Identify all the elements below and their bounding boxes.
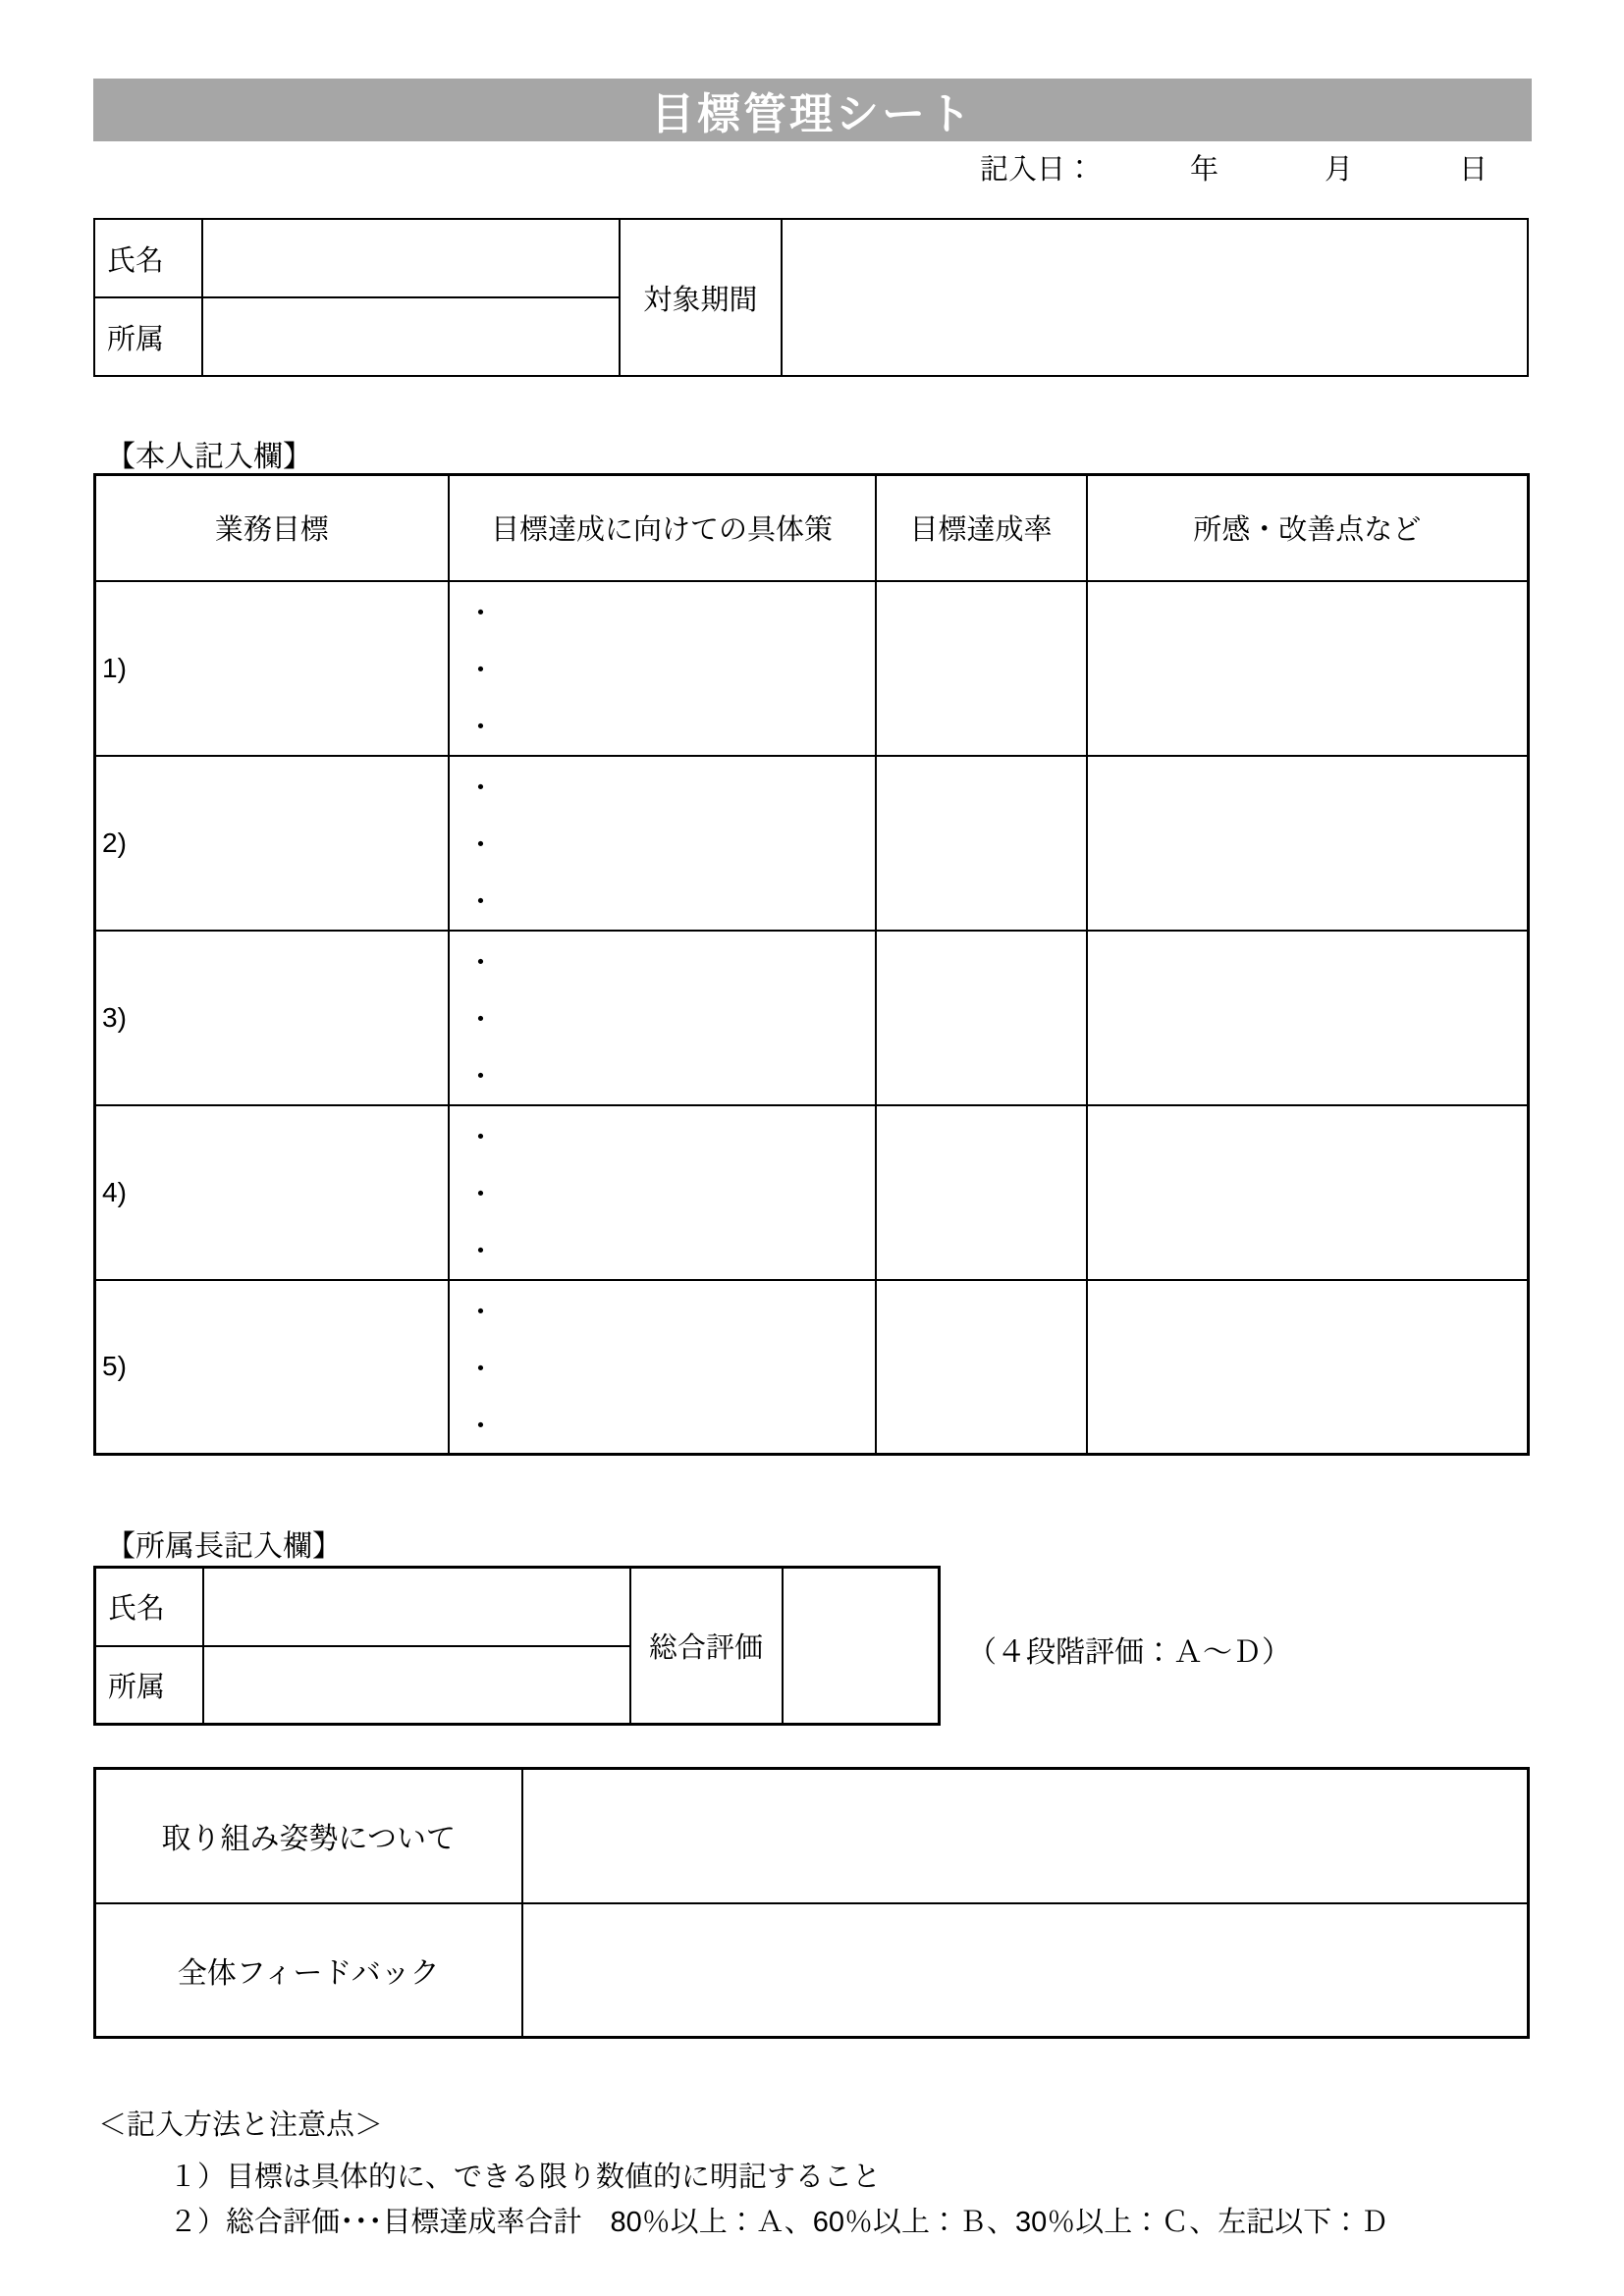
date-line — [93, 147, 1488, 187]
goal-row — [95, 931, 1529, 1105]
bullet-icon: ・ — [466, 1003, 495, 1035]
comments-cell[interactable] — [1087, 1105, 1529, 1280]
goal-number: 4) — [102, 1176, 127, 1207]
name-input-cell[interactable] — [202, 219, 620, 297]
goal-row — [95, 756, 1529, 931]
date-label: 記入日： — [979, 154, 1094, 186]
date-unit-year: 年 — [1189, 154, 1218, 186]
overall-feedback-label: 全体フィードバック — [95, 1903, 522, 2038]
attitude-input-cell[interactable] — [522, 1769, 1529, 1903]
date-unit-month: 月 — [1324, 154, 1353, 186]
overall-feedback-input-cell[interactable] — [522, 1903, 1529, 2038]
bullet-icon: ・ — [466, 1121, 495, 1152]
affiliation-input-cell[interactable] — [202, 297, 620, 376]
feedback-row — [95, 1769, 1529, 1903]
goal-number: 3) — [102, 1001, 127, 1033]
notes-section — [98, 2103, 1388, 2245]
bullet-list — [450, 757, 875, 926]
evaluation-scale-note: （４段階評価：Ａ～Ｄ） — [967, 1636, 1291, 1669]
bullet-icon: ・ — [466, 946, 495, 978]
feedback-table — [93, 1767, 1530, 2039]
goals-header-row — [95, 475, 1529, 581]
goals-header-measures: 目標達成に向けての具体策 — [449, 475, 876, 581]
notes-item: １）目標は具体的に、できる限り数値的に明記すること — [169, 2162, 882, 2193]
goal-title-cell[interactable] — [95, 581, 449, 756]
self-section-heading: 【本人記入欄】 — [106, 441, 312, 473]
measures-cell[interactable] — [449, 581, 876, 756]
rate-cell[interactable] — [876, 581, 1087, 756]
measures-cell[interactable] — [449, 1105, 876, 1280]
goals-header-comments: 所感・改善点など — [1087, 475, 1529, 581]
bullet-icon: ・ — [466, 1296, 495, 1327]
manager-affiliation-input-cell[interactable] — [203, 1646, 630, 1725]
bullet-list — [450, 1106, 875, 1275]
manager-name-label: 氏名 — [95, 1568, 203, 1646]
goals-header-rate: 目標達成率 — [876, 475, 1087, 581]
comments-cell[interactable] — [1087, 581, 1529, 756]
manager-affiliation-label: 所属 — [95, 1646, 203, 1725]
notes-heading: ＜記入方法と注意点＞ — [98, 2109, 384, 2141]
manager-name-input-cell[interactable] — [203, 1568, 630, 1646]
feedback-row — [95, 1903, 1529, 2038]
name-label: 氏名 — [94, 219, 202, 297]
period-input-cell[interactable] — [782, 219, 1528, 376]
date-unit-day: 日 — [1458, 154, 1488, 186]
rate-cell[interactable] — [876, 756, 1087, 931]
rate-cell[interactable] — [876, 931, 1087, 1105]
goals-table — [93, 473, 1530, 1456]
goal-title-cell[interactable] — [95, 756, 449, 931]
overall-evaluation-label: 総合評価 — [630, 1568, 783, 1725]
notes-item: ２）総合評価･･･目標達成率合計 80％以上：Ａ、60％以上：Ｂ、30％以上：Ｃ、左記以下：Ｄ — [169, 2207, 1389, 2238]
rate-cell[interactable] — [876, 1280, 1087, 1455]
bullet-icon: ・ — [466, 828, 495, 860]
goal-row — [95, 1280, 1529, 1455]
attitude-label: 取り組み姿勢について — [95, 1769, 522, 1903]
document-title: 目標管理シート — [651, 90, 974, 138]
goal-number: 1) — [102, 652, 127, 683]
measures-cell[interactable] — [449, 931, 876, 1105]
goal-title-cell[interactable] — [95, 1280, 449, 1455]
comments-cell[interactable] — [1087, 931, 1529, 1105]
bullet-list — [450, 932, 875, 1100]
bullet-icon: ・ — [466, 1178, 495, 1209]
overall-evaluation-input-cell[interactable] — [783, 1568, 940, 1725]
goal-number: 5) — [102, 1351, 127, 1382]
manager-table — [93, 1566, 941, 1726]
bullet-icon: ・ — [466, 1235, 495, 1266]
bullet-icon: ・ — [466, 885, 495, 917]
bullet-list — [450, 1281, 875, 1450]
manager-section-heading: 【所属長記入欄】 — [106, 1530, 342, 1563]
bullet-icon: ・ — [466, 711, 495, 742]
bullet-icon: ・ — [466, 1353, 495, 1384]
document-title-bar — [93, 79, 1532, 141]
bullet-icon: ・ — [466, 654, 495, 685]
goal-title-cell[interactable] — [95, 1105, 449, 1280]
comments-cell[interactable] — [1087, 756, 1529, 931]
measures-cell[interactable] — [449, 1280, 876, 1455]
goal-number: 2) — [102, 827, 127, 858]
bullet-icon: ・ — [466, 772, 495, 803]
goals-header-objective: 業務目標 — [95, 475, 449, 581]
profile-row-name — [94, 219, 1528, 297]
goal-row — [95, 1105, 1529, 1280]
rate-cell[interactable] — [876, 1105, 1087, 1280]
profile-table — [93, 218, 1529, 377]
bullet-icon: ・ — [466, 597, 495, 628]
measures-cell[interactable] — [449, 756, 876, 931]
affiliation-label: 所属 — [94, 297, 202, 376]
goal-title-cell[interactable] — [95, 931, 449, 1105]
comments-cell[interactable] — [1087, 1280, 1529, 1455]
manager-row-name — [95, 1568, 940, 1646]
bullet-icon: ・ — [466, 1060, 495, 1092]
bullet-icon: ・ — [466, 1410, 495, 1441]
period-label: 対象期間 — [620, 219, 782, 376]
goal-row — [95, 581, 1529, 756]
bullet-list — [450, 582, 875, 751]
